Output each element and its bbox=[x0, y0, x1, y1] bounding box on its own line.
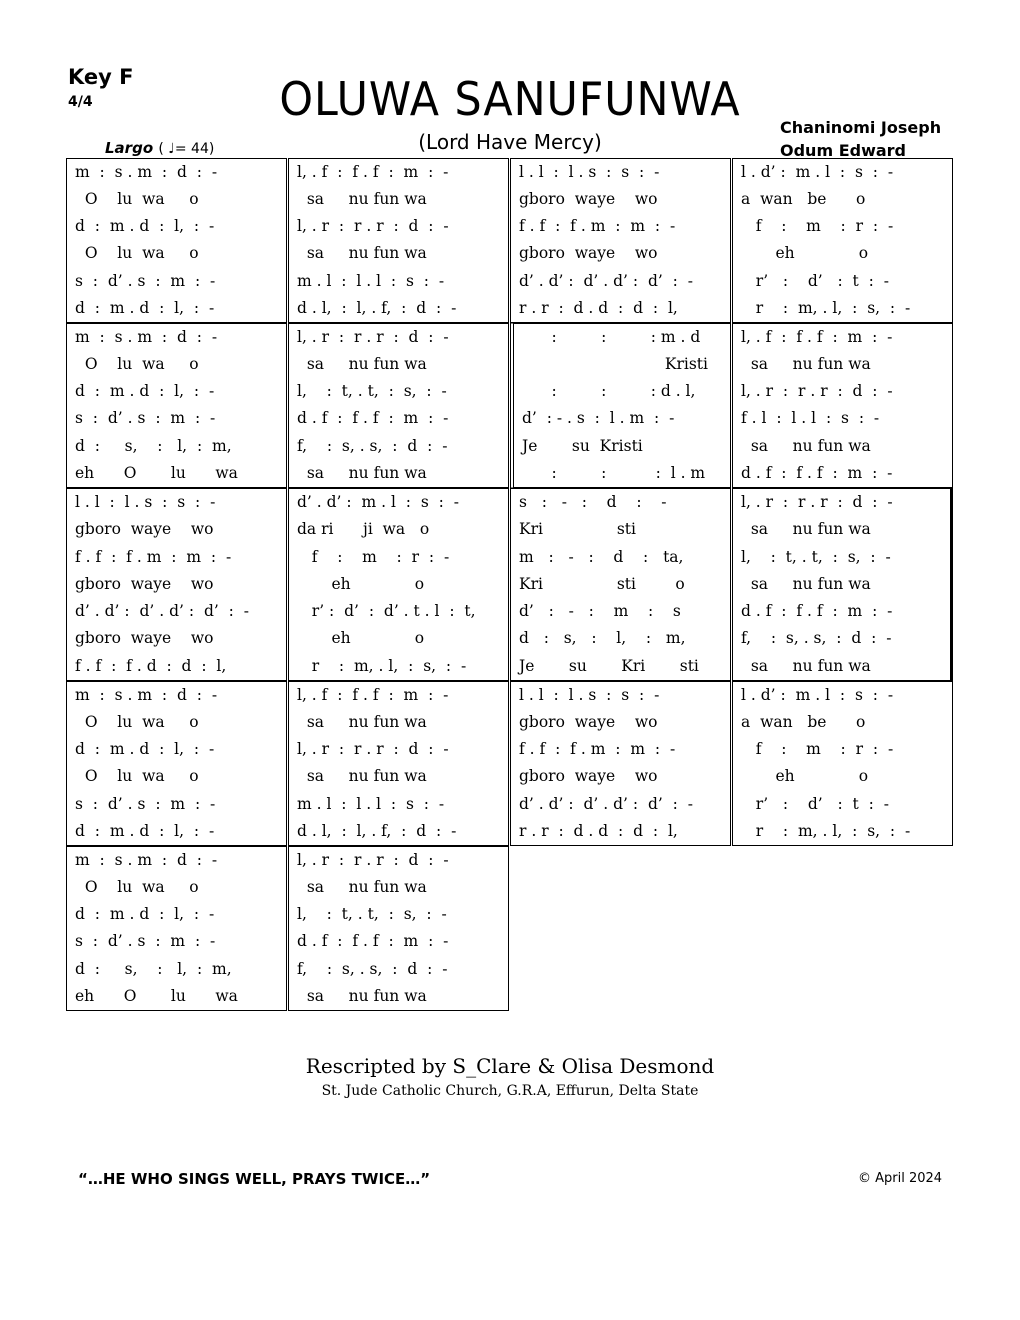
score-line: l . l : l . s : s : - bbox=[519, 163, 660, 181]
score-cell bbox=[66, 488, 287, 681]
score-line: f . f : f . m : m : - bbox=[519, 740, 676, 759]
score-line: f, : s, . s, : d : - bbox=[297, 959, 448, 978]
score-line: Kristi bbox=[522, 355, 708, 374]
score-line: sa nu fun wa bbox=[297, 355, 427, 374]
song-subtitle: (Lord Have Mercy) bbox=[418, 130, 602, 154]
score-cell bbox=[510, 323, 731, 488]
score-line: s : - : d : - bbox=[519, 493, 667, 511]
score-line: gboro waye wo bbox=[519, 767, 658, 786]
score-line: Je su Kristi bbox=[522, 436, 643, 455]
time-signature: 4/4 bbox=[68, 94, 93, 110]
score-line: sa nu fun wa bbox=[297, 767, 427, 786]
score-line: sa nu fun wa bbox=[741, 574, 871, 593]
copyright: © April 2024 bbox=[858, 1171, 943, 1186]
score-line: sa nu fun wa bbox=[297, 878, 427, 897]
score-line: m : s . m : d : - bbox=[75, 851, 218, 869]
score-line: d : m . d : l, : - bbox=[75, 298, 215, 317]
score-line: d : s, : l, : m, bbox=[519, 629, 686, 648]
score-line: l, : t, . t, : s, : - bbox=[297, 905, 447, 924]
score-cell bbox=[288, 323, 509, 488]
score-line: sa nu fun wa bbox=[297, 244, 427, 263]
score-line: : : : l . m bbox=[522, 463, 706, 482]
score-line: O lu wa o bbox=[75, 767, 199, 786]
score-line: gboro waye wo bbox=[75, 574, 214, 593]
score-line: f, : s, . s, : d : - bbox=[297, 436, 448, 455]
score-line: f . f : f . d : d : l, bbox=[75, 656, 227, 675]
score-line: d : m . d : l, : - bbox=[75, 740, 215, 759]
score-line: sa nu fun wa bbox=[741, 436, 871, 455]
score-line: O lu wa o bbox=[75, 713, 199, 732]
score-line: da ri ji wa o bbox=[297, 520, 430, 539]
score-line: r . r : d . d : d : l, bbox=[519, 821, 678, 840]
score-line: l . d’ : m . l : s : - bbox=[741, 163, 894, 181]
score-cell bbox=[510, 488, 731, 681]
score-line: d’ : - : m : s bbox=[519, 602, 681, 621]
score-line: l, . r : r . r : d : - bbox=[297, 740, 449, 759]
score-line: r . r : d . d : d : l, bbox=[519, 298, 678, 317]
score-line: d . f : f . f : m : - bbox=[741, 602, 893, 621]
score-cell bbox=[66, 158, 287, 323]
rescripted-credit: Rescripted by S_Clare & Olisa Desmond bbox=[305, 1054, 715, 1078]
score-cell bbox=[66, 846, 287, 1011]
score-line: d’ . d’ : d’ . d’ : d’ : - bbox=[75, 602, 249, 621]
score-line: s : d’ . s : m : - bbox=[75, 409, 216, 428]
score-line: l, . r : r . r : d : - bbox=[297, 217, 449, 236]
score-line: sa nu fun wa bbox=[741, 355, 871, 374]
score-line: l, . r : r . r : d : - bbox=[741, 493, 893, 511]
score-line: l, . f : f . f : m : - bbox=[297, 163, 449, 181]
score-cell bbox=[510, 681, 731, 846]
score-cell bbox=[288, 681, 509, 846]
score-line: gboro waye wo bbox=[519, 713, 658, 732]
score-line: gboro waye wo bbox=[75, 629, 214, 648]
score-line: Kri sti o bbox=[519, 574, 685, 593]
score-line: gboro waye wo bbox=[75, 520, 214, 539]
score-line: eh o bbox=[297, 574, 425, 593]
score-line: eh O lu wa bbox=[75, 986, 238, 1005]
score-line: : : : d . l, bbox=[522, 382, 696, 401]
score-line: a wan be o bbox=[741, 190, 866, 209]
score-line: sa nu fun wa bbox=[741, 656, 871, 675]
score-cell bbox=[288, 846, 509, 1011]
score-cell bbox=[732, 681, 953, 846]
score-line: r : m, . l, : s, : - bbox=[297, 656, 467, 675]
score-line: sa nu fun wa bbox=[297, 713, 427, 732]
score-cell bbox=[288, 488, 509, 681]
score-line: l . d’ : m . l : s : - bbox=[741, 686, 894, 704]
score-line: d’ . d’ : d’ . d’ : d’ : - bbox=[519, 271, 693, 290]
score-line: d . f : f . f : m : - bbox=[297, 409, 449, 428]
score-line: l, : t, . t, : s, : - bbox=[741, 547, 891, 566]
composer-line-2: Odum Edward bbox=[780, 141, 906, 160]
score-line: sa nu fun wa bbox=[297, 190, 427, 209]
score-line: r’ : d’ : t : - bbox=[741, 271, 889, 290]
score-line: O lu wa o bbox=[75, 878, 199, 897]
song-title: OLUWA SANUFUNWA bbox=[279, 72, 741, 126]
score-line: d : s, : l, : m, bbox=[75, 436, 232, 455]
score-line: r : m, . l, : s, : - bbox=[741, 821, 911, 840]
score-line: d : m . d : l, : - bbox=[75, 217, 215, 236]
key-label: Key F bbox=[68, 65, 134, 89]
score-line: l, . r : r . r : d : - bbox=[741, 382, 893, 401]
score-line: O lu wa o bbox=[75, 355, 199, 374]
score-line: gboro waye wo bbox=[519, 244, 658, 263]
score-cell bbox=[732, 323, 953, 488]
score-cell bbox=[510, 158, 731, 323]
score-line: r’ : d’ : t : - bbox=[741, 794, 889, 813]
score-line: a wan be o bbox=[741, 713, 866, 732]
score-cell bbox=[66, 681, 287, 846]
tempo-marking bbox=[105, 139, 214, 157]
score-line: l, : t, . t, : s, : - bbox=[297, 382, 447, 401]
score-line: sa nu fun wa bbox=[297, 986, 427, 1005]
score-line: l, . r : r . r : d : - bbox=[297, 851, 449, 869]
score-line: f, : s, . s, : d : - bbox=[741, 629, 892, 648]
score-line: gboro waye wo bbox=[519, 190, 658, 209]
church-name: St. Jude Catholic Church, G.R.A, Effurun, Delta State bbox=[321, 1083, 699, 1099]
composer-credit bbox=[780, 116, 941, 162]
score-line: m . l : l . l : s : - bbox=[297, 271, 445, 290]
composer-line-1: Chaninomi Joseph bbox=[780, 118, 942, 137]
score-line: d . f : f . f : m : - bbox=[297, 932, 449, 951]
score-line: f : m : r : - bbox=[297, 547, 450, 566]
score-line: m : s . m : d : - bbox=[75, 163, 218, 181]
score-line: r : m, . l, : s, : - bbox=[741, 298, 911, 317]
score-line: sa nu fun wa bbox=[297, 463, 427, 482]
score-line: : : : m . d bbox=[522, 328, 701, 346]
score-line: d : m . d : l, : - bbox=[75, 821, 215, 840]
score-line: s : d’ . s : m : - bbox=[75, 794, 216, 813]
score-line: f : m : r : - bbox=[741, 740, 894, 759]
tempo-word: Largo bbox=[105, 139, 154, 157]
score-line: O lu wa o bbox=[75, 244, 199, 263]
score-line: l . l : l . s : s : - bbox=[75, 493, 216, 511]
score-cell bbox=[732, 488, 953, 681]
score-line: m : s . m : d : - bbox=[75, 686, 218, 704]
score-line: s : d’ . s : m : - bbox=[75, 271, 216, 290]
score-line: l . l : l . s : s : - bbox=[519, 686, 660, 704]
score-line: s : d’ . s : m : - bbox=[75, 932, 216, 951]
score-line: sa nu fun wa bbox=[741, 520, 871, 539]
score-line: m : - : d : ta, bbox=[519, 547, 684, 566]
score-line: d’ : - . s : l . m : - bbox=[522, 409, 675, 428]
score-line: m . l : l . l : s : - bbox=[297, 794, 445, 813]
score-line: eh o bbox=[741, 244, 869, 263]
score-line: Je su Kri sti bbox=[519, 656, 699, 675]
score-line: d : m . d : l, : - bbox=[75, 382, 215, 401]
footer-quote: “…HE WHO SINGS WELL, PRAYS TWICE…” bbox=[78, 1170, 431, 1188]
tempo-metronome: ( ♩= 44) bbox=[158, 141, 215, 157]
score-line: f . f : f . m : m : - bbox=[519, 217, 676, 236]
score-line: eh O lu wa bbox=[75, 463, 238, 482]
score-line: d : m . d : l, : - bbox=[75, 905, 215, 924]
score-line: d . l, : l, . f, : d : - bbox=[297, 298, 457, 317]
score-line: r’ : d’ : d’ . t . l : t, bbox=[297, 602, 476, 621]
score-cell bbox=[732, 158, 953, 323]
score-line: Kri sti bbox=[519, 520, 636, 539]
score-line: eh o bbox=[741, 767, 869, 786]
score-cell bbox=[66, 323, 287, 488]
score-line: d’ . d’ : d’ . d’ : d’ : - bbox=[519, 794, 693, 813]
score-line: eh o bbox=[297, 629, 425, 648]
score-line: f . l : l . l : s : - bbox=[741, 409, 880, 428]
score-line: l, . r : r . r : d : - bbox=[297, 328, 449, 346]
score-line: d . f : f . f : m : - bbox=[741, 463, 893, 482]
score-cell bbox=[288, 158, 509, 323]
score-line: l, . f : f . f : m : - bbox=[297, 686, 449, 704]
score-line: f : m : r : - bbox=[741, 217, 894, 236]
score-line: d . l, : l, . f, : d : - bbox=[297, 821, 457, 840]
score-line: l, . f : f . f : m : - bbox=[741, 328, 893, 346]
score-line: d’ . d’ : m . l : s : - bbox=[297, 493, 459, 511]
score-line: O lu wa o bbox=[75, 190, 199, 209]
score-line: d : s, : l, : m, bbox=[75, 959, 232, 978]
score-line: m : s . m : d : - bbox=[75, 328, 218, 346]
score-line: f . f : f . m : m : - bbox=[75, 547, 232, 566]
